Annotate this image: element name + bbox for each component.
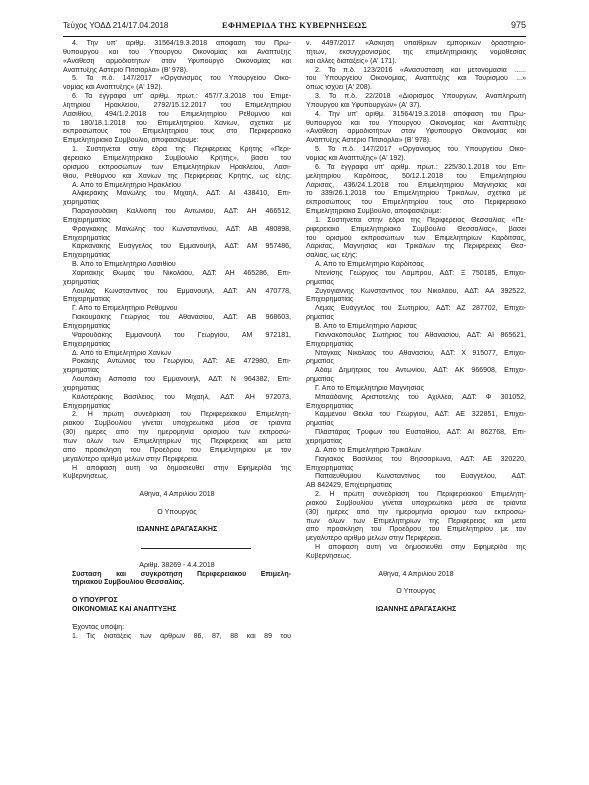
text-line: 1. Συστήνεται στην έδρα της Περιφέρειας Θεσσαλίας «Πε- bbox=[315, 216, 526, 224]
text-line: Α. Από το Επιμελητήριο Καρδίτσας bbox=[315, 261, 424, 269]
text-line: Η απόφαση αυτή να δημοσιευθεί στην Εφημερίδα της bbox=[315, 544, 526, 552]
text-line: Β. Από το Επιμελητήριο Λασιθίου bbox=[72, 261, 176, 269]
text-line: Λασιθίου, 494/1.2.2018 του Επιμελητηρίου Ρεθύμνου και bbox=[63, 110, 291, 118]
text-line: χειρηματίας bbox=[63, 278, 100, 286]
text-line: Ανάπτυξης Αστέριο Πιτσιόρλα» (Β' 978). bbox=[306, 137, 431, 145]
text-line: «Ανάθεση αρμοδιοτήτων στον Υφυπουργό Οικονομίας και bbox=[63, 57, 291, 65]
text-line: χειρηματίας bbox=[63, 199, 100, 207]
text-line: Υπουργού και Υφυπουργών» (Α' 37). bbox=[306, 101, 422, 109]
text-line: Επιμελητηριακό Συμβούλιο, αποφασίζουμε: bbox=[306, 208, 442, 216]
text-line: Γιαννακόπουλος Σωτήριος του Αθανασίου, ΑΔΤ: ΑΙ 865621, bbox=[315, 331, 526, 339]
text-line: Έχοντας υπόψη: bbox=[72, 623, 125, 631]
text-line bbox=[306, 597, 526, 606]
text-line: Επιχειρηματίας bbox=[63, 252, 111, 260]
text-line: τήτων, εκσυγχρονισμός της επιμελητηριακής νομοθεσίας bbox=[306, 48, 526, 56]
text-line: το 339/26.1.2018 του Επιμελητηρίου Τρικάλων, σχετικά με bbox=[306, 190, 526, 198]
text-line: Παραγιουδάκη Καλλιόπη του Αντωνίου, ΑΔΤ: ΑΗ 466512, bbox=[72, 208, 291, 216]
text-line: Δ. Από το Επιμελητήριο Χανίων bbox=[72, 349, 172, 357]
text-line: 2. Το π.δ. 123/2016 «Ανασύσταση και μετονομασία ...... bbox=[315, 66, 526, 74]
text-line: τηριακού Συμβουλίου Θεσσαλίας. bbox=[72, 579, 185, 587]
text-line: νομίας και Ανάπτυξης» (Α' 192). bbox=[63, 84, 163, 92]
text-line: Σύσταση και συγκρότηση Περιφερειακού Επιμελη- bbox=[72, 570, 291, 578]
text-line bbox=[306, 562, 526, 571]
text-line: εκπροσώπους του Επιμελητηρίου τους στο Περιφερειακό bbox=[306, 199, 526, 207]
text-line: Ζυγογιάννης Κωνσταντίνος του Νικολάου, ΑΔΤ: ΑΑ 392522, bbox=[315, 287, 526, 295]
text-line: 5. Το π.δ. 147/2017 «Οργανισμός του Υπουργείου Οικο- bbox=[315, 146, 526, 154]
text-line: το 180/18.1.2018 του Επιμελητηρίου Χανίων, σχετικά με bbox=[63, 119, 291, 127]
text-line: Γιαγιάκος Βασίλειος του Βησσαρίωνα, ΑΔΤ: ΑΕ 320220, bbox=[315, 455, 526, 463]
text-line: Ροκάκης Αντώνιος του Γεωργίου, ΑΔΤ: ΑΕ 472980, Επι- bbox=[72, 358, 291, 366]
text-line: 2. Η πρώτη συνεδρίαση του Περιφερειακού Επιμελητη- bbox=[315, 491, 526, 499]
text-line: του Υπουργείου Οικονομίας, Ανάπτυξης και Τουρισμού ...» bbox=[306, 75, 526, 83]
page-number: 975 bbox=[510, 20, 526, 30]
text-line: Επιχειρηματίας bbox=[63, 234, 111, 242]
text-line: ΑΒ 842429, Επιχειρηματίας bbox=[306, 482, 393, 490]
text-line: Επιχειρηματίας bbox=[63, 340, 111, 348]
text-line: Αλφιεράκης Μανώλης του Μιχαήλ, ΑΔΤ: ΑΙ 438410, Επι- bbox=[72, 190, 291, 198]
text-line: ΙΩΑΝΝΗΣ ΔΡΑΓΑΣΑΚΗΣ bbox=[136, 526, 218, 534]
text-line: όπως ισχύει (Α' 208). bbox=[306, 84, 372, 92]
text-line: Επιχειρηματίας bbox=[306, 296, 354, 304]
text-line: Αδάμ Δημήτριος του Αντωνίου, ΑΔΤ: ΑΚ 966908, Επιχει- bbox=[315, 367, 526, 375]
text-line: Επιχειρηματίας bbox=[306, 340, 354, 348]
text-line: (30) ημέρες από την ημερομηνία ορισμού των εκπροσώ- bbox=[63, 429, 291, 437]
text-line: σαλίας, ως εξής: bbox=[306, 252, 358, 260]
text-line: Επιχειρηματίας bbox=[63, 216, 111, 224]
text-line: ρηματίας bbox=[306, 376, 334, 384]
text-line: ορισμού εκπροσώπων των Επιμελητηρίων Ηρακλείου, Λασι- bbox=[63, 163, 291, 171]
text-line: χειρηματίας bbox=[306, 437, 343, 445]
text-line: Λάρισας, Μαγνησίας και Τρικάλων της Περιφέρειας Θεσ- bbox=[306, 243, 526, 251]
text-line: εκπροσώπους του Επιμελητηρίου τους στο Περιφερειακό bbox=[63, 128, 291, 136]
section-divider bbox=[63, 544, 291, 553]
text-line: Ντενίσης Γεώργιος του Λάμπρου, ΑΔΤ: Ξ 750185, Επιχει- bbox=[315, 269, 526, 277]
text-line: Αθήνα, 4 Απριλίου 2018 bbox=[139, 491, 215, 499]
text-line: Δ. Από το Επιμελητήριο Τρικάλων bbox=[315, 446, 421, 454]
text-line: μεγαλύτερο αριθμό μελών στην Περιφέρεια. bbox=[306, 535, 442, 543]
issue-reference: Τεύχος ΥΟΔΔ 214/17.04.2018 bbox=[63, 21, 169, 30]
left-text-column bbox=[63, 40, 291, 641]
text-line: Μπαάδανης Αριστοτέλης του Αχιλλέα, ΑΔΤ: Φ 301052, bbox=[315, 393, 526, 401]
right-text-column bbox=[306, 40, 526, 615]
text-line: χειρηματίας bbox=[63, 384, 100, 392]
text-line: ριφερειακό Επιμελητηριακό Συμβούλιο Θεσσαλίας», βάσει bbox=[306, 225, 526, 233]
text-line: Αθήνα, 4 Απριλίου 2018 bbox=[378, 570, 454, 578]
text-line bbox=[306, 579, 526, 588]
header-rule bbox=[63, 36, 526, 37]
text-line: Επιχειρηματίας bbox=[63, 296, 111, 304]
text-line: μεγαλύτερο αριθμό μελών στην Περιφέρεια. bbox=[63, 455, 199, 463]
text-line: από πρόσκληση του Προέδρου του Επιμελητηρίου με τον bbox=[306, 526, 526, 534]
text-line: Λουπάκη Ασπασία του Εμμανουήλ, ΑΔΤ: Ν 964382, Επι- bbox=[72, 376, 291, 384]
text-line: Η απόφαση αυτή να δημοσιευθεί στην Εφημερίδα της bbox=[72, 464, 291, 472]
text-line: Λέμας Ευάγγελος του Σωτηρίου, ΑΔΤ: ΑΖ 287702, Επιχει- bbox=[315, 305, 526, 313]
text-line: Παπαευθυμίου Κωνσταντίνος του Ευαγγέλου, ΑΔΤ: bbox=[315, 473, 526, 481]
text-line: 1. Τις διατάξεις των άρθρων 86, 87, 88 και 89 του bbox=[72, 632, 291, 640]
text-line: Καρκανάκης Ευάγγελος του Εμμανουήλ, ΑΔΤ: ΑΜ 957486, bbox=[72, 243, 291, 251]
gazette-title: ΕΦΗΜΕΡΙΔΑ ΤΗΣ ΚΥΒΕΡΝΗΣΕΩΣ bbox=[221, 20, 368, 30]
text-line: Ο Υπουργός bbox=[396, 588, 436, 596]
text-line: Πλαστάρας Τρύφων του Ευσταθίου, ΑΔΤ: ΑΙ 862768, Επι- bbox=[315, 429, 526, 437]
text-line: θίου, Ρεθύμνου και Χανίων της Περιφέρειας Κρήτης, ως εξής: bbox=[63, 172, 291, 180]
text-line: (30) ημέρες από την ημερομηνία ορισμού των εκπροσώ- bbox=[306, 508, 526, 516]
text-line: Γ. Από το Επιμελητήριο Μαγνησίας bbox=[315, 384, 424, 392]
text-line: 1. Συστήνεται στην έδρα της Περιφέρειας Κρήτης «Περι- bbox=[72, 146, 291, 154]
text-line: πων όλων των Επιμελητηρίων της Περιφέρειας και μετά bbox=[306, 517, 526, 525]
text-line: Ντάγκας Νικόλαος του Αθανασίου, ΑΔΤ: Χ 915077, Επιχει- bbox=[315, 349, 526, 357]
page-header bbox=[63, 20, 526, 34]
text-line: θυπουργού και του Υπουργού Οικονομίας και Ανάπτυξης bbox=[306, 119, 526, 127]
text-line: 5. Το π.δ. 147/2017 «Οργανισμός του Υπουργείου Οικο- bbox=[72, 75, 291, 83]
text-line: Επιμελητηριακό Συμβούλιο, αποφασίζουμε: bbox=[63, 137, 199, 145]
text-line: ρηματίας bbox=[306, 358, 334, 366]
text-line bbox=[63, 553, 291, 562]
text-line: Επιχειρηματίας bbox=[63, 402, 111, 410]
text-line: 4. Την υπ' αριθμ. 31564/19.3.2018 απόφαση του Πρω- bbox=[72, 40, 291, 47]
text-line: λητηρίου Ηρακλείου, 2792/15.12.2017 του Επιμελητηρίου bbox=[63, 101, 291, 109]
text-line: χειρηματίας bbox=[63, 367, 100, 375]
text-line: Κυβερνήσεως. bbox=[306, 552, 352, 560]
text-line: ριακού Συμβουλίου γίνεται υποχρεωτικά μέσα σε τριάντα bbox=[63, 420, 291, 428]
text-line: ρηματίας bbox=[306, 314, 334, 322]
text-line: Ο ΥΠΟΥΡΓΟΣ bbox=[72, 597, 118, 605]
text-line: και άλλες διατάξεις» (Α' 171). bbox=[306, 57, 397, 65]
text-line: πων όλων των Επιμελητηρίων της Περιφέρειας και μετά bbox=[63, 437, 291, 445]
text-line: Χαριτάκης Θωμάς του Νικολάου, ΑΔΤ: ΑΗ 465286, Επι- bbox=[72, 269, 291, 277]
text-line: Λουλάς Κωνσταντίνος του Εμμανουήλ, ΑΔΤ: ΑΝ 470778, bbox=[72, 287, 291, 295]
text-line: Γ. Από το Επιμελητήριο Ρεθύμνου bbox=[72, 305, 178, 313]
text-line: 3. Το π.δ. 22/2018 «Διορισμός Υπουργών, Αναπληρωτή bbox=[315, 93, 526, 101]
text-line: Ψαρουδάκης Εμμανουήλ του Γεωργίου, ΑΜ 972181, bbox=[72, 331, 291, 339]
text-line bbox=[63, 482, 291, 491]
text-line: ρηματίας bbox=[306, 278, 334, 286]
text-line: 6. Τα έγγραφα υπ' αριθμ. πρωτ.: 457/7.3.2018 του Επιμε- bbox=[72, 93, 291, 101]
text-line: 6. Τα έγγραφα υπ' αριθμ. πρωτ.: 225/30.1.2018 του Επι- bbox=[315, 163, 526, 171]
text-line: νομίας και Ανάπτυξης» (Α' 192). bbox=[306, 154, 406, 162]
text-line bbox=[63, 588, 291, 597]
text-line bbox=[63, 535, 291, 544]
text-line: του ορισμού εκπροσώπων των Επιμελητηρίων Καρδίτσας, bbox=[306, 234, 526, 242]
text-line: Καμμένου Θέκλα του Γεωργίου, ΑΔΤ: ΑΕ 322851, Επιχει- bbox=[315, 411, 526, 419]
text-line: Αριθμ. 38269 - 4.4.2018 bbox=[139, 561, 215, 569]
text-line: φερειακό Επιμελητηριακό Συμβούλιο Κρήτης», βάσει του bbox=[63, 154, 291, 162]
text-line: Φραγκάκης Μανώλης του Κωνσταντίνου, ΑΔΤ: ΑΒ 480898, bbox=[72, 225, 291, 233]
text-line: ριακού Συμβουλίου γίνεται υποχρεωτικά μέσα σε τριάντα bbox=[306, 499, 526, 507]
text-line: Επιχειρηματίας bbox=[306, 402, 354, 410]
text-line: Γιακουμάκης Γεώργιος του Αθανασίου, ΑΔΤ: ΑΒ 968603, bbox=[72, 314, 291, 322]
text-line: από πρόσκληση του Προέδρου του Επιμελητηρίου με τον bbox=[63, 446, 291, 454]
text-line: Β. Από το Επιμελητήριο Λάρισας bbox=[315, 323, 417, 330]
text-line: Α. Από το Επιμελητήριο Ηρακλείου bbox=[72, 181, 181, 189]
text-line: ΙΩΑΝΝΗΣ ΔΡΑΓΑΣΑΚΗΣ bbox=[375, 606, 457, 613]
text-line: ν. 4497/2017 «Άσκηση υπαίθριων εμπορικών δραστηριο- bbox=[306, 40, 526, 47]
text-line: ΟΙΚΟΝΟΜΙΑΣ ΚΑΙ ΑΝΑΠΤΥΞΗΣ bbox=[72, 606, 177, 613]
text-line: Επιχειρηματίας bbox=[306, 464, 354, 472]
text-line: Κυβερνήσεως. bbox=[63, 473, 109, 481]
text-line: Επιχειρηματίας bbox=[63, 323, 111, 330]
text-line: 4. Την υπ' αριθμ. 31564/19.3.2018 απόφαση του Πρω- bbox=[315, 110, 526, 118]
text-line: «Ανάθεση αρμοδιοτήτων στον Υφυπουργό Οικονομίας και bbox=[306, 128, 526, 136]
text-line: Ανάπτυξης Αστέριο Πιτσιόρλα» (Β' 978). bbox=[63, 66, 188, 74]
text-line: Καλοτεράκης Βασίλειος του Μιχαήλ, ΑΔΤ: ΑΗ 972073, bbox=[72, 393, 291, 401]
text-line: 2. Η πρώτη συνεδρίαση του Περιφερειακού Επιμελητη- bbox=[72, 411, 291, 419]
text-line bbox=[63, 615, 291, 624]
text-line: Λάρισας, 436/24.1.2018 του Επιμελητηρίου Μαγνησίας και bbox=[306, 181, 526, 189]
text-line bbox=[63, 518, 291, 527]
text-line: μελητηρίου Καρδίτσας, 50/12.1.2018 του Επιμελητηρίου bbox=[306, 172, 526, 180]
text-line: ρηματίας bbox=[306, 420, 334, 428]
text-line: Ο Υπουργός bbox=[157, 508, 197, 516]
text-line: θυπουργού και του Υπουργού Οικονομίας και Ανάπτυξης bbox=[63, 48, 291, 56]
text-line bbox=[63, 500, 291, 509]
